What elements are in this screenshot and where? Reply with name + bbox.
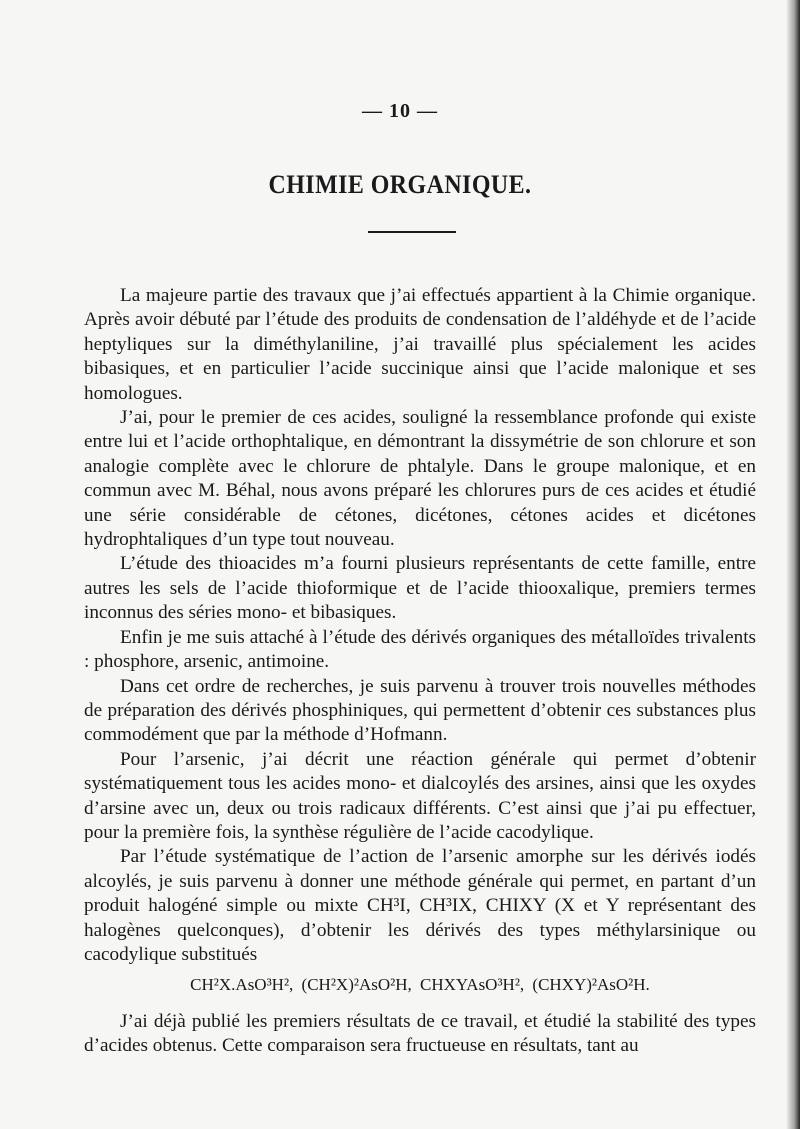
paragraph: Pour l’arsenic, j’ai décrit une réaction générale qui permet d’obtenir systématiquement tous les acides mono- et dialcoylés des arsines, ainsi que les oxydes d’arsine avec un, deux ou trois radicaux différents. C’est ainsi que j’ai pu effectuer, pour la première fois, la synthèse régulière de l’acide cacodylique. [84,748,756,843]
title-divider [368,231,456,233]
paragraph: Par l’étude systématique de l’action de l’arsenic amorphe sur les dérivés iodés alcoylés, je suis parvenu à donner une méthode générale qui permet, en partant d’un produit halogéné simple ou mixte CH³I, CH³IX, CHIXY (X et Y représentant des halogènes quelconques), d’obtenir les dérivés des types méthylarsinique ou cacodylique substitués [84,846,756,965]
page-number: — 10 — [362,100,438,122]
paragraph: Enfin je me suis attaché à l’étude des dérivés organiques des métalloïdes trivalents : phosphore, arsenic, antimoine. [84,626,756,673]
paragraph: J’ai, pour le premier de ces acides, souligné la ressemblance profonde qui existe entre lui et l’acide orthophtalique, en démontrant la dissymétrie de son chlorure et son analogie complète avec le chlorure de phtalyle. Dans le groupe malonique, et en commun avec M. Béhal, nous avons préparé les chlorures purs de ces acides et étudié une série considérable de cétones, dicétones, cétones acides et dicétones hydrophtaliques d’un type tout nouveau. [84,407,756,551]
paragraph: La majeure partie des travaux que j’ai effectués appartient à la Chimie organique. Après avoir débuté par l’étude des produits de condensation de l’aldéhyde et de l’acide heptyliques sur la diméthylaniline, j’ai travaillé plus spécialement les acides bibasiques, et en particulier l’acide succinique ainsi que l’acide malonique et ses homologues. [84,285,756,404]
body-text [84,284,756,1059]
section-title: CHIMIE ORGANIQUE. [268,170,532,199]
paragraph: L’étude des thioacides m’a fourni plusieurs représentants de cette famille, entre autres les sels de l’acide thioformique et de l’acide thiooxalique, premiers termes inconnus des séries mono- et bibasiques. [84,553,756,624]
paragraph: Dans cet ordre de recherches, je suis parvenu à trouver trois nouvelles méthodes de préparation des dérivés phosphiniques, qui permettent d’obtenir ces substances plus commodément que par la méthode d’Hofmann. [84,675,756,746]
paragraph: J’ai déjà publié les premiers résultats de ce travail, et étudié la stabilité des types d’acides obtenus. Cette comparaison sera fructueuse en résultats, tant au [84,1010,756,1057]
chemical-formulas: CH²X.AsO³H², (CH²X)²AsO²H, CHXYAsO³H², (CHXY)²AsO²H. [190,975,650,995]
page-edge-shadow [786,0,800,1129]
